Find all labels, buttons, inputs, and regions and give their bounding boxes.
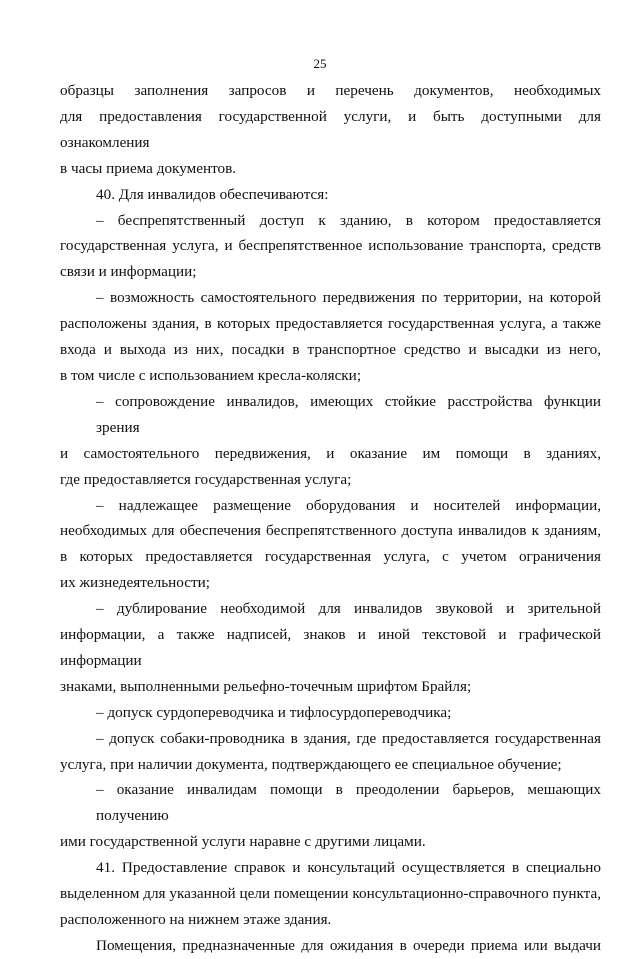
text-line: выделенном для указанной цели помещении консультационно-справочного пункта,: [60, 885, 601, 903]
text-line: необходимых для обеспечения беспрепятственного доступа инвалидов к зданиям,: [60, 522, 601, 540]
text-line: их жизнедеятельности;: [60, 574, 210, 592]
text-line: Помещения, предназначенные для ожидания в очереди приема или выдачи: [96, 936, 601, 954]
body-text: [60, 78, 601, 959]
text-line: – допуск собаки-проводника в здания, где предоставляется государственная: [96, 729, 601, 747]
text-line: – дублирование необходимой для инвалидов звуковой и зрительной: [96, 600, 601, 618]
text-line: входа и выхода из них, посадки в транспортное средство и высадки из него,: [60, 341, 601, 359]
text-line: государственная услуга, и беспрепятственное использование транспорта, средств: [60, 237, 601, 255]
page-number: 25: [313, 56, 327, 71]
text-line: и самостоятельного передвижения, и оказание им помощи в зданиях,: [60, 444, 601, 462]
text-line: информации, а также надписей, знаков и иной текстовой и графической информации: [60, 626, 601, 669]
text-line: – сопровождение инвалидов, имеющих стойкие расстройства функции зрения: [96, 392, 601, 436]
text-line: в том числе с использованием кресла-коляски;: [60, 366, 362, 384]
text-line: знаками, выполненными рельефно-точечным шрифтом Брайля;: [60, 677, 472, 695]
text-line: где предоставляется государственная услуга;: [60, 470, 352, 488]
text-line: расположенного на нижнем этаже здания.: [60, 911, 332, 928]
text-line: в часы приема документов.: [60, 159, 237, 177]
text-line: связи и информации;: [60, 263, 197, 281]
text-line: ими государственной услуги наравне с другими лицами.: [60, 833, 426, 851]
text-line: – допуск сурдопереводчика и тифлосурдопереводчика;: [96, 703, 452, 721]
text-line: в которых предоставляется государственная услуга, с учетом ограничения: [60, 548, 601, 566]
text-line: – беспрепятственный доступ к зданию, в котором предоставляется: [96, 211, 601, 229]
text-line: – возможность самостоятельного передвижения по территории, на которой: [96, 289, 601, 307]
text-line: расположены здания, в которых предоставляется государственная услуга, а также: [60, 315, 601, 333]
text-line: 41. Предоставление справок и консультаций осуществляется в специально: [96, 859, 601, 877]
text-line: – надлежащее размещение оборудования и носителей информации,: [96, 496, 601, 514]
text-line: – оказание инвалидам помощи в преодолении барьеров, мешающих получению: [96, 781, 601, 825]
text-line: 40. Для инвалидов обеспечиваются:: [96, 185, 329, 203]
text-line: для предоставления государственной услуги, и быть доступными для ознакомления: [60, 107, 601, 151]
text-line: услуга, при наличии документа, подтверждающего ее специальное обучение;: [60, 755, 562, 773]
text-line: образцы заполнения запросов и перечень документов, необходимых: [60, 82, 601, 99]
